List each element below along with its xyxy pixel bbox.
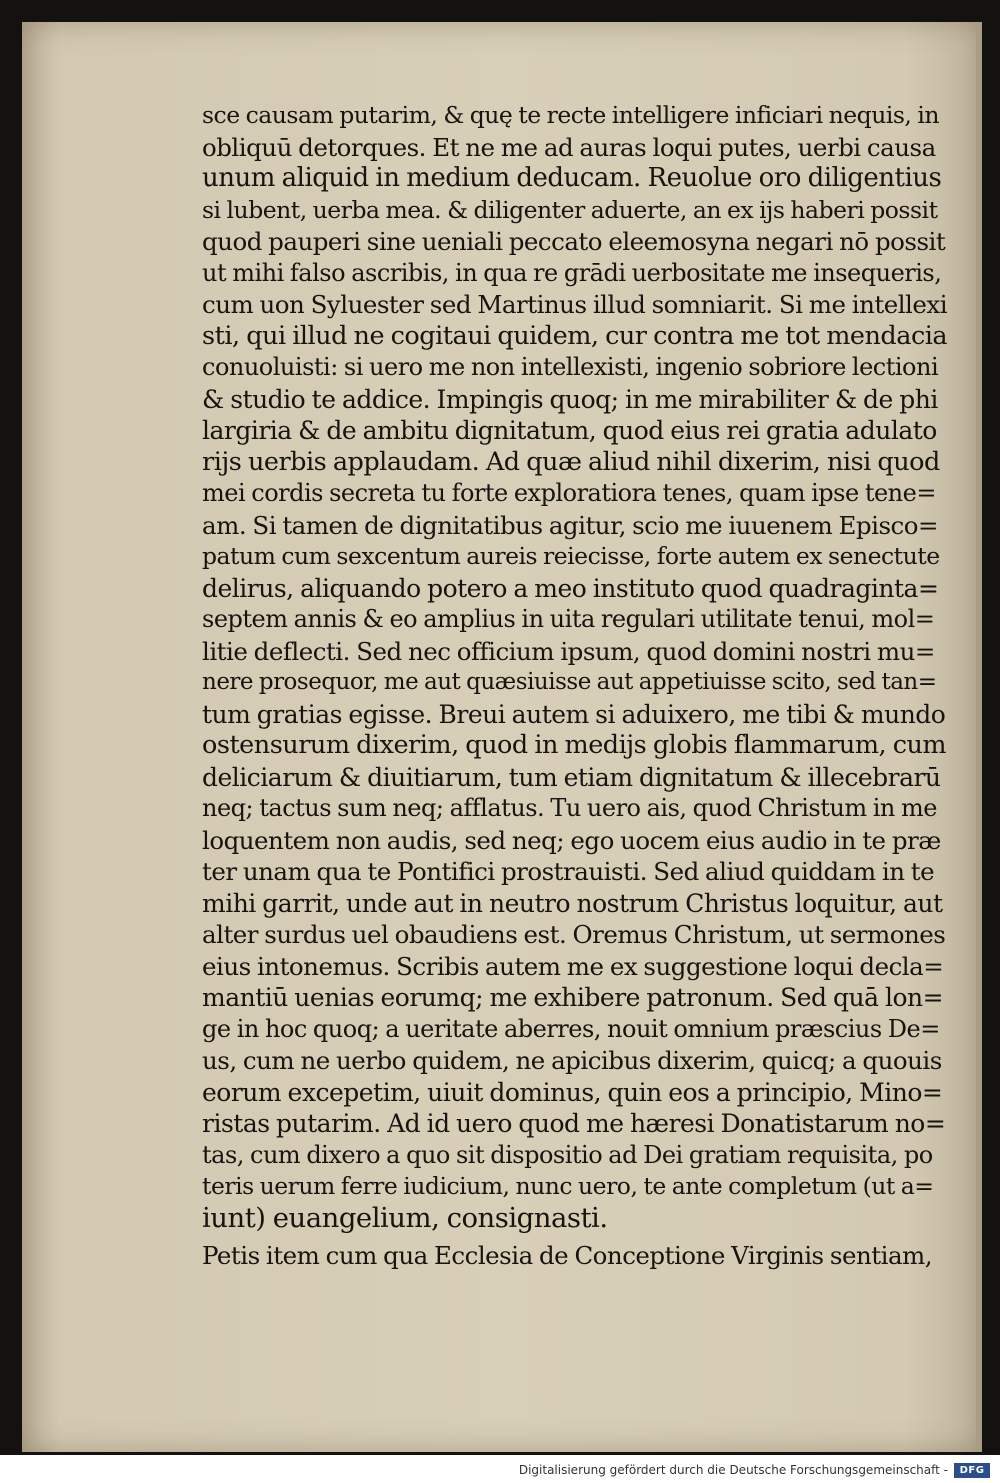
text-line: septem annis & eo amplius in uita regulari utilitate tenui, mol= bbox=[202, 605, 935, 633]
text-line: sce causam putarim, & quę te recte intelligere inficiari nequis, in bbox=[202, 101, 939, 129]
text-line: teris uerum ferre iudicium, nunc uero, te ante completum (ut a= bbox=[202, 1172, 934, 1200]
text-line: ut mihi falso ascribis, in qua re grādi uerbositate me insequeris, bbox=[202, 258, 942, 287]
text-line: us, cum ne uerbo quidem, ne apicibus dixerim, quicq; a quouis bbox=[202, 1046, 942, 1075]
text-line: unum aliquid in medium deducam. Reuolue oro diligentius bbox=[202, 163, 942, 193]
text-line: eius intonemus. Scribis autem me ex suggestione loqui decla= bbox=[202, 951, 944, 981]
footer-bar bbox=[0, 1455, 1000, 1483]
text-line: iunt) euangelium, consignasti. bbox=[202, 1202, 608, 1234]
text-line: neq; tactus sum neq; afflatus. Tu uero ais, quod Christum in me bbox=[202, 794, 937, 822]
text-line: alter surdus uel obaudiens est. Oremus Christum, ut sermones bbox=[202, 920, 946, 949]
text-line: ge in hoc quoq; a ueritate aberres, nouit omnium præscius De= bbox=[202, 1014, 940, 1043]
text-line: mihi garrit, unde aut in neutro nostrum Christus loquitur, aut bbox=[202, 888, 943, 918]
text-line: & studio te addice. Impingis quoq; in me mirabiliter & de phi bbox=[202, 384, 938, 414]
text-line: cum uon Syluester sed Martinus illud somniarit. Si me intellexi bbox=[202, 290, 947, 319]
text-line: ter unam qua te Pontifici prostrauisti. Sed aliud quiddam in te bbox=[202, 857, 935, 886]
text-line: nere prosequor, me aut quæsiuisse aut appetiuisse scito, sed tan= bbox=[202, 669, 937, 695]
text-line: litie deflecti. Sed nec officium ipsum, quod domini nostri mu= bbox=[202, 636, 935, 666]
page-text bbox=[202, 100, 947, 1272]
text-line: obliquū detorques. Et ne me ad auras loqui putes, uerbi causa bbox=[202, 132, 936, 162]
text-line: sti, qui illud ne cogitaui quidem, cur contra me tot mendacia bbox=[202, 320, 947, 351]
funding-credit: Digitalisierung gefördert durch die Deutsche Forschungsgemeinschaft - bbox=[518, 1463, 948, 1477]
text-line: ristas putarim. Ad id uero quod me hæresi Donatistarum no= bbox=[202, 1109, 946, 1138]
text-line: loquentem non audis, sed neq; ego uocem eius audio in te præ bbox=[202, 825, 941, 855]
text-line: ostensurum dixerim, quod in medijs globis flammarum, cum bbox=[202, 730, 947, 760]
text-line: mantiū uenias eorumq; me exhibere patronum. Sed quā lon= bbox=[202, 983, 944, 1012]
dfg-logo: DFG bbox=[954, 1463, 990, 1478]
text-line: eorum excepetim, uiuit dominus, quin eos a principio, Mino= bbox=[202, 1077, 943, 1107]
text-line: largiria & de ambitu dignitatum, quod eius rei gratia adulato bbox=[202, 416, 937, 445]
scanned-page bbox=[22, 22, 982, 1452]
text-line: Petis item cum qua Ecclesia de Conceptione Virginis sentiam, bbox=[202, 1241, 933, 1270]
text-line: si lubent, uerba mea. & diligenter aduerte, an ex ijs haberi possit bbox=[202, 195, 938, 224]
text-line: delirus, aliquando potero a meo instituto quod quadraginta= bbox=[202, 573, 939, 603]
text-line: mei cordis secreta tu forte exploratiora tenes, quam ipse tene= bbox=[202, 479, 936, 507]
page-edge bbox=[976, 22, 982, 1452]
text-line: tum gratias egisse. Breui autem si aduixero, me tibi & mundo bbox=[202, 699, 946, 729]
text-line: patum cum sexcentum aureis reiecisse, forte autem ex senectute bbox=[202, 542, 940, 570]
text-line: deliciarum & diuitiarum, tum etiam dignitatum & illecebrarū bbox=[202, 762, 941, 792]
text-line: quod pauperi sine ueniali peccato eleemosyna negari nō possit bbox=[202, 227, 946, 256]
text-line: tas, cum dixero a quo sit dispositio ad Dei gratiam requisita, po bbox=[202, 1140, 933, 1169]
text-line: am. Si tamen de dignitatibus agitur, scio me iuuenem Episco= bbox=[202, 510, 939, 540]
text-line: rijs uerbis applaudam. Ad quæ aliud nihil dixerim, nisi quod bbox=[202, 446, 940, 477]
text-line: conuoluisti: si uero me non intellexisti, ingenio sobriore lectioni bbox=[202, 353, 939, 381]
